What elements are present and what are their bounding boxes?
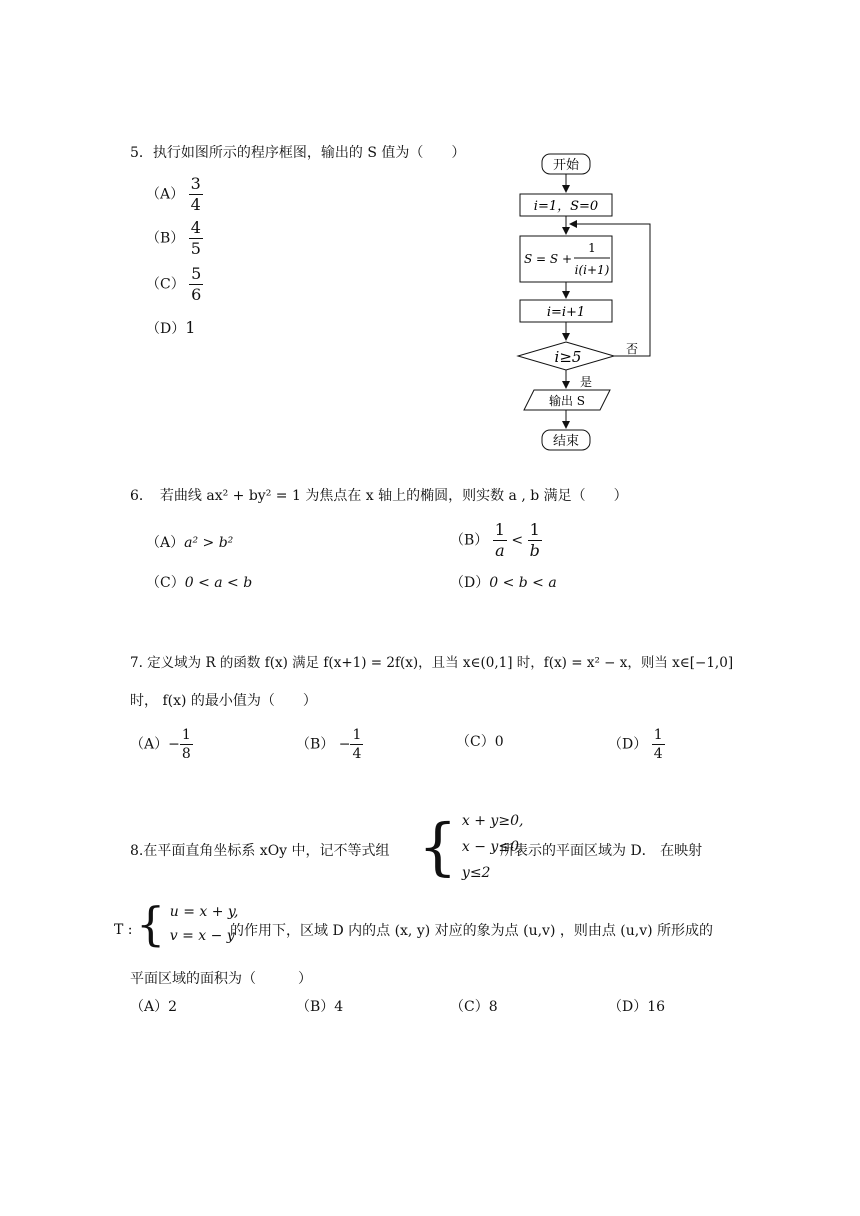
q6-stem: 6． 若曲线 ax² + by² = 1 为焦点在 x 轴上的椭圆，则实数 a , b 满足（ ） [130, 488, 628, 504]
no-label: 否 [626, 342, 639, 356]
option-value: a² > b² [184, 535, 234, 551]
option-label: （A） [130, 999, 169, 1015]
q8-option-a [130, 996, 177, 1016]
fraction-denominator: 4 [190, 195, 201, 214]
q8-map-system [136, 897, 239, 951]
option-label: （B） [146, 230, 185, 247]
q7-option-a [130, 728, 193, 761]
fraction-numerator: 3 [190, 174, 201, 193]
left-brace: { [418, 810, 458, 883]
operator: < [511, 532, 524, 549]
q7-option-d [608, 728, 665, 761]
option-label: （C） [146, 575, 185, 591]
fraction-denominator: 8 [181, 746, 191, 762]
q7-option-c [456, 731, 504, 751]
option-label: （D） [450, 575, 490, 591]
option-label: （D） [608, 736, 648, 753]
q6-option-b [450, 522, 542, 559]
map-eq-2: v = x − y [169, 928, 235, 944]
q8-option-b [296, 996, 343, 1016]
flowchart [510, 148, 670, 454]
q8-line3: 平面区域的面积为（ ） [130, 971, 312, 987]
q8-prefix: 8.在平面直角坐标系 xOy 中，记不等式组 [130, 843, 390, 859]
fraction-numerator: 1 [352, 727, 362, 743]
option-label: （D） [608, 999, 648, 1015]
q8-map-suffix: 的作用下，区域 D 内的点 (x, y) 对应的象为点 (u,v) ，则由点 (u,v) 所形成的 [230, 923, 714, 939]
fraction-numerator: 1 [653, 727, 663, 743]
option-value: 0 [494, 734, 504, 750]
fraction-denominator: 5 [190, 239, 201, 258]
fraction-denominator: 4 [352, 746, 362, 762]
q5-stem: 5．执行如图所示的程序框图，输出的 S 值为（ ） [130, 145, 466, 161]
inequality-2: x − y≤0, [461, 839, 524, 855]
q5-option-d [146, 318, 195, 338]
fraction-numerator: 5 [191, 264, 202, 283]
map-eq-1: u = x + y, [169, 904, 239, 920]
option-value: 1 [185, 318, 196, 337]
option-label: （C） [146, 276, 185, 293]
q5-option-b [146, 220, 203, 257]
option-value: 4 [334, 999, 344, 1015]
minus-sign: − [168, 736, 180, 753]
option-label: （B） [296, 736, 335, 753]
inequality-3: y≤2 [461, 865, 491, 881]
fraction-denominator: 4 [653, 746, 663, 762]
fraction-denominator: 6 [191, 285, 202, 304]
option-value: 0 < a < b [184, 575, 253, 591]
option-value: 16 [647, 999, 666, 1015]
end-label: 结束 [552, 434, 580, 449]
fraction-denominator: b [529, 541, 540, 560]
minus-sign: − [338, 736, 351, 753]
q8-suffix: 所表示的平面区域为 D． 在映射 [500, 843, 703, 859]
increment-label: i=i+1 [546, 305, 586, 320]
condition-label: i≥5 [554, 348, 582, 366]
q6-option-d [450, 572, 557, 592]
fraction-denominator: a [495, 541, 505, 560]
fraction-numerator: 1 [529, 520, 540, 539]
q8-option-d [608, 996, 665, 1016]
option-label: （A） [146, 186, 185, 203]
option-label: （B） [450, 532, 489, 549]
option-label: （A） [130, 736, 169, 753]
output-label: 输出 S [548, 394, 586, 408]
option-value: 2 [168, 999, 178, 1015]
left-brace: { [136, 897, 166, 951]
q7-stem-line2: 时， f(x) 的最小值为（ ） [130, 693, 317, 709]
option-label: （B） [296, 999, 335, 1015]
yes-label: 是 [580, 375, 593, 389]
option-value: 8 [488, 999, 498, 1015]
fraction-numerator: 1 [181, 727, 191, 743]
q8-map-prefix: T : [114, 922, 133, 938]
update-den: i(i+1) [574, 263, 610, 277]
q8-option-c [450, 996, 498, 1016]
option-label: （A） [146, 535, 185, 551]
inequality-1: x + y≥0, [461, 813, 524, 829]
option-label: （C） [456, 734, 495, 750]
init-label: i=1，S=0 [533, 199, 599, 214]
q6-option-c [146, 572, 252, 592]
fraction-numerator: 4 [190, 218, 201, 237]
q7-option-b [296, 728, 363, 761]
q5-option-c [146, 266, 203, 303]
fraction-numerator: 1 [494, 520, 505, 539]
update-num: 1 [588, 241, 596, 255]
option-label: （D） [146, 321, 186, 337]
q6-option-a [146, 532, 233, 552]
q5-option-a [146, 176, 203, 213]
option-label: （C） [450, 999, 489, 1015]
start-label: 开始 [552, 158, 580, 173]
update-lhs: S = S + [524, 252, 572, 266]
q7-stem-line1: 7. 定义域为 R 的函数 f(x) 满足 f(x+1) = 2f(x)，且当 x∈(0,1] 时，f(x) = x² − x，则当 x∈[−1,0] [130, 655, 734, 671]
option-value: 0 < b < a [489, 575, 557, 591]
